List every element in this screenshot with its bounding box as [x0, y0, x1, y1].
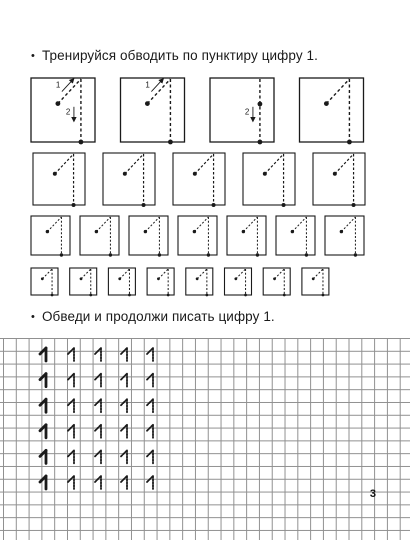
step-label-1: 1: [55, 80, 61, 90]
dotted-digit-one: [121, 399, 127, 412]
dotted-digit-one: [147, 348, 153, 361]
sample-digit-one: [40, 374, 46, 387]
sample-digit-one: [40, 425, 46, 438]
dotted-digit-one: [147, 450, 153, 463]
dotted-digit-one: [147, 374, 153, 387]
dotted-digit-one: [95, 425, 101, 438]
dotted-digit-one: [68, 348, 74, 361]
step-label-2: 2: [244, 107, 250, 117]
page-number: 3: [369, 488, 376, 500]
step-label-1: 1: [145, 80, 150, 90]
dotted-digit-one: [147, 476, 153, 489]
sample-digit-one: [40, 399, 46, 412]
instruction-continue-text: Обведи и продолжи писать цифру 1.: [41, 309, 275, 324]
instruction-trace-text: Тренируйся обводить по пунктиру цифру 1.: [41, 48, 318, 63]
dotted-digit-one: [95, 476, 101, 489]
sample-digit-one: [40, 450, 46, 463]
bullet: •: [31, 50, 35, 62]
dotted-digit-one: [121, 476, 127, 489]
dotted-digit-one: [121, 425, 127, 438]
sample-digit-one: [40, 348, 46, 361]
dotted-digit-one: [95, 399, 101, 412]
dotted-digit-one: [147, 425, 153, 438]
dotted-digit-one: [68, 374, 74, 387]
dotted-digit-one: [68, 399, 74, 412]
sample-digit-one: [40, 476, 46, 489]
dotted-digit-one: [68, 425, 74, 438]
step-label-2: 2: [65, 107, 71, 117]
bullet: •: [31, 311, 35, 323]
dotted-digit-one: [68, 450, 74, 463]
dotted-digit-one: [121, 348, 127, 361]
dotted-digit-one: [121, 374, 127, 387]
dotted-digit-one: [95, 450, 101, 463]
dotted-digit-one: [147, 399, 153, 412]
dotted-digit-one: [95, 348, 101, 361]
dotted-digit-one: [68, 476, 74, 489]
dotted-digit-one: [121, 450, 127, 463]
dotted-digit-one: [95, 374, 101, 387]
